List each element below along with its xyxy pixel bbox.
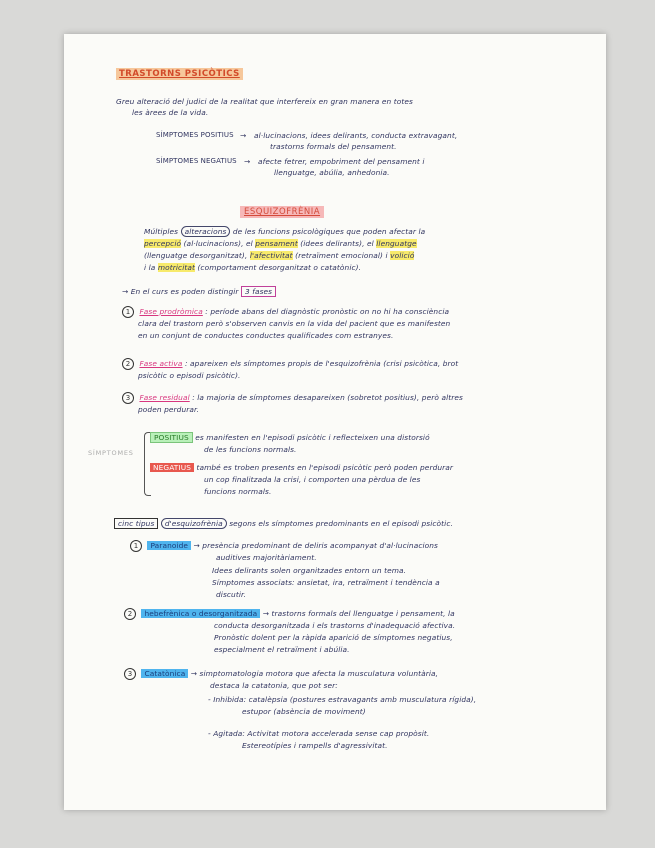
type-1 <box>130 540 438 552</box>
negative-symptoms-text-1: afecte fetrer, empobriment del pensament i <box>258 157 425 166</box>
negative-block-text: també es troben presents en l'episodi psicòtic però poden perdurar <box>196 463 454 472</box>
phase-label: Fase activa <box>139 359 183 368</box>
type-2-line-4: especialment el retraïment i abúlia. <box>214 645 350 654</box>
pensament-highlight: pensament <box>255 239 298 248</box>
type-number-circle: 1 <box>130 540 142 552</box>
intro-text: (al·lucinacions), el <box>183 239 253 248</box>
five-types-box: cinc tipus <box>114 518 158 529</box>
phase-number-circle: 2 <box>122 358 134 370</box>
type-3-line-2: destaca la catatonia, que pot ser: <box>210 681 338 690</box>
phase-1-line-2: clara del trastorn però s'observen canvis en la vida del pacient que es manifesten <box>138 319 451 328</box>
negative-symptoms-text-2: llenguatge, abúlia, anhedonia. <box>274 168 390 177</box>
positive-block-line-1 <box>150 432 430 443</box>
positive-symptoms-label: SÍMPTOMES POSITIUS <box>156 131 234 139</box>
phase-text: : la majoria de símptomes desapareixen (sobretot positius), però altres <box>192 393 463 402</box>
arrow-icon: → <box>122 287 131 296</box>
afectivitat-highlight: l'afectivitat <box>249 251 293 260</box>
type-1-line-4: Símptomes associats: ansietat, ira, retraïment i tendència a <box>212 578 440 587</box>
positive-block-line-2: de les funcions normals. <box>204 445 297 454</box>
intro-text: de les funcions psicològiques que poden afectar la <box>232 227 426 236</box>
type-text: → presència predominant de deliris acompanyat d'al·lucinacions <box>193 541 438 550</box>
type-number-circle: 3 <box>124 668 136 680</box>
type-number-circle: 2 <box>124 608 136 620</box>
type-3-line-3: - Inhibida: catalèpsia (postures estravagants amb musculatura rígida), <box>208 695 477 704</box>
negative-block-line-2: un cop finalitzada la crisi, i comporten una pèrdua de les <box>204 475 421 484</box>
phase-2-line-2: psicòtic o episodi psicòtic). <box>138 371 241 380</box>
type-2-line-2: conducta desorganitzada i els trastorns d'inadequació afectiva. <box>214 621 456 630</box>
type-label: hebefrènica o desorganitzada <box>141 609 260 618</box>
negative-block-line-1 <box>150 462 453 473</box>
three-phases-box: 3 fases <box>241 286 276 297</box>
page-title: TRASTORNS PSICÒTICS <box>116 68 243 80</box>
alteracions-circled: alteracions <box>181 226 231 237</box>
phase-label: Fase residual <box>139 393 190 402</box>
type-3 <box>124 668 438 680</box>
positive-arrow: → <box>240 131 247 140</box>
type-text: → simptomatologia motora que afecta la musculatura voluntària, <box>190 669 439 678</box>
percepcio-highlight: percepció <box>144 239 182 248</box>
schizophrenia-heading: ESQUIZOFRÈNIA <box>240 206 324 218</box>
phase-text: : període abans del diagnòstic pronòstic on no hi ha consciència <box>205 307 450 316</box>
esq-intro-line-3 <box>144 250 414 261</box>
intro-text: (comportament desorganitzat o catatònic). <box>197 263 362 272</box>
notebook-page <box>64 34 606 810</box>
esq-intro-line-2 <box>144 238 417 249</box>
llenguatge-highlight: llenguatge <box>376 239 417 248</box>
type-text: → trastorns formals del llenguatge i pensament, la <box>262 609 455 618</box>
type-3-line-5: - Agitada: Activitat motora accelerada sense cap propòsit. <box>208 729 430 738</box>
type-1-line-2: auditives majoritàriament. <box>216 553 317 562</box>
phase-number-circle: 1 <box>122 306 134 318</box>
intro-text: i la <box>144 263 156 272</box>
type-3-line-6: Estereotípies i rampells d'agressivitat. <box>242 741 388 750</box>
phase-3 <box>122 392 463 404</box>
positive-block-text: es manifesten en l'episodi psicòtic i reflecteixen una distorsió <box>195 433 430 442</box>
negative-arrow: → <box>244 157 251 166</box>
type-2 <box>124 608 455 620</box>
type-label: Catatònica <box>141 669 188 678</box>
phase-1 <box>122 306 449 318</box>
negative-block-line-3: funcions normals. <box>204 487 272 496</box>
types-intro-text: segons els símptomes predominants en el episodi psicòtic. <box>229 519 453 528</box>
schizophrenia-circled: d'esquizofrènia <box>161 518 227 529</box>
phase-number-circle: 3 <box>122 392 134 404</box>
positive-symptoms-text-1: al·lucinacions, idees delirants, conducta extravagant, <box>254 131 458 140</box>
phase-label: Fase prodròmica <box>139 307 203 316</box>
definition-line-1: Greu alteració del judici de la realitat que interfereix en gran manera en totes <box>116 97 413 106</box>
types-intro <box>114 518 453 529</box>
esq-intro-line-4 <box>144 262 361 273</box>
type-label: Paranoide <box>147 541 191 550</box>
motricitat-highlight: motricitat <box>157 263 195 272</box>
type-2-line-3: Pronòstic dolent per la ràpida aparició de símptomes negatius, <box>214 633 453 642</box>
symptoms-side-label: SÍMPTOMES <box>88 449 134 457</box>
type-1-line-5: discutir. <box>216 590 246 599</box>
type-1-line-3: Idees delirants solen organitzades entorn un tema. <box>212 566 407 575</box>
intro-text: (idees delirants), el <box>300 239 374 248</box>
phase-3-line-2: poden perdurar. <box>138 405 199 414</box>
intro-text: Múltiples <box>144 227 179 236</box>
positive-symptoms-text-2: trastorns formals del pensament. <box>270 142 397 151</box>
phases-intro-text: En el curs es poden distingir <box>130 287 239 296</box>
intro-text: (llenguatge desorganitzat), <box>144 251 248 260</box>
phases-intro <box>122 286 276 297</box>
type-3-line-4: estupor (absència de moviment) <box>242 707 366 716</box>
positive-tag: POSITIUS <box>150 432 193 443</box>
phase-text: : apareixen els símptomes propis de l'esquizofrènia (crisi psicòtica, brot <box>184 359 459 368</box>
negative-tag: NEGATIUS <box>150 463 194 472</box>
definition-line-2: les àrees de la vida. <box>132 108 209 117</box>
phase-2 <box>122 358 458 370</box>
negative-symptoms-label: SÍMPTOMES NEGATIUS <box>156 157 237 165</box>
intro-text: (retraïment emocional) i <box>295 251 388 260</box>
volicio-highlight: volició <box>390 251 415 260</box>
esq-intro-line-1 <box>144 226 425 237</box>
phase-1-line-3: en un conjunt de conductes conductes qualificades com estranyes. <box>138 331 394 340</box>
